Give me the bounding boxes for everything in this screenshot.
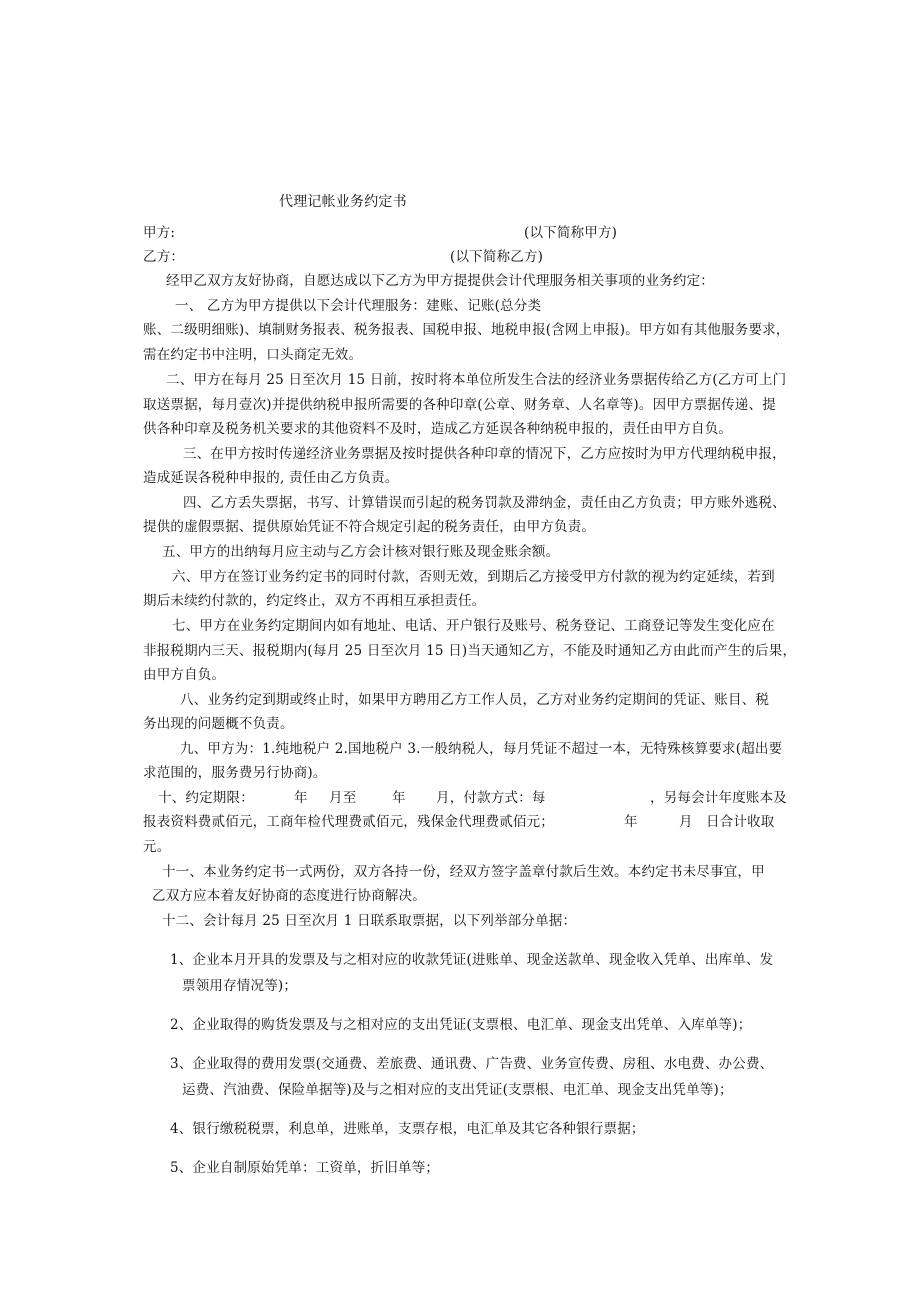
- clause-12: 十二、会计每月 25 日至次月 1 日联系取票据，以下列举部分单据：: [162, 913, 577, 929]
- clause-2-line-2: 取送票据，每月壹次)并提供纳税申报所需要的各种印章(公章、财务章、人名章等)。因甲方票据传递、提: [143, 397, 776, 413]
- clause-10-month-pay: 月，付款方式：每: [436, 790, 546, 806]
- item-3-line-1: 3、企业取得的费用发票(交通费、差旅费、通讯费、广告费、业务宣传费、房租、水电费、办公费、: [170, 1056, 774, 1072]
- intro-paragraph: 经甲乙双方友好协商，自愿达成以下乙方为甲方提提供会计代理服务相关事项的业务约定：: [166, 273, 714, 289]
- clause-7-line-1: 七、甲方在业务约定期间内如有地址、电话、开户银行及账号、税务登记、工商登记等发生变化应在: [172, 618, 775, 634]
- clause-7-line-2: 非报税期内三天、报税期内(每月 25 日至次月 15 日)当天通知乙方，不能及时通知乙方由此而产生的后果，: [143, 643, 797, 659]
- clause-6-line-2: 期后未续约付款的，约定终止，双方不再相互承担责任。: [143, 593, 486, 609]
- clause-8-line-2: 务出现的问题概不负责。: [143, 716, 294, 732]
- document-title: 代理记帐业务约定书: [279, 194, 407, 210]
- party-b-label: 乙方：: [143, 249, 185, 265]
- clause-3-line-2: 造成延误各税种申报的, 责任由乙方负责。: [143, 470, 399, 486]
- clause-9-line-2: 求范围的，服务费另行协商)。: [143, 765, 327, 781]
- clause-4-line-2: 提供的虚假票据、提供原始凭证不符合规定引起的税务责任，由甲方负责。: [143, 519, 596, 535]
- item-2-line-1: 2、企业取得的购货发票及与之相对应的支出凭证(支票根、电汇单、现金支出凭单、入库单等)；: [170, 1017, 752, 1033]
- clause-3-line-1: 三、在甲方按时传递经济业务票据及按时提供各种印章的情况下，乙方应按时为甲方代理纳税申报，: [183, 446, 786, 462]
- clause-11-line-1: 十一、本业务约定书一式两份，双方各持一份，经双方签字盖章付款后生效。本约定书未尽事宜，甲: [162, 864, 765, 880]
- clause-10-year-2: 年: [392, 790, 406, 806]
- clause-4-line-1: 四、乙方丢失票据，书写、计算错误而引起的税务罚款及滞纳金，责任由乙方负责；甲方账外逃税、: [183, 495, 786, 511]
- clause-10-tail-1: ，另每会计年度账本及: [650, 790, 787, 806]
- clause-2-line-1: 二、甲方在每月 25 日至次月 15 日前，按时将本单位所发生合法的经济业务票据传给乙方(乙方可上门: [166, 372, 787, 388]
- item-1-line-2: 票领用存情况等)；: [182, 978, 298, 994]
- clause-6-line-1: 六、甲方在签订业务约定书的同时付款，否则无效，到期后乙方接受甲方付款的视为约定延续，若到: [172, 569, 775, 585]
- item-3-line-2: 运费、汽油费、保险单据等)及与之相对应的支出凭证(支票根、电汇单、现金支出凭单等)；: [182, 1082, 733, 1098]
- item-4-line-1: 4、银行缴税税票，利息单，进账单，支票存根，电汇单及其它各种银行票据；: [170, 1121, 645, 1137]
- clause-10-line-2a: 报表资料费贰佰元，工商年检代理费贰佰元，残保金代理费贰佰元；: [143, 814, 554, 830]
- clause-8-line-1: 八、业务约定到期或终止时，如果甲方聘用乙方工作人员，乙方对业务约定期间的凭证、账目、税: [180, 692, 770, 708]
- clause-10-line-3: 元。: [143, 839, 171, 855]
- clause-9-line-1: 九、甲方为：1.纯地税户 2.国地税户 3.一般纳税人，每月凭证不超过一本，无特殊核算要求(超出要: [180, 741, 783, 757]
- clause-5: 五、甲方的出纳每月应主动与乙方会计核对银行账及现金账余额。: [162, 544, 560, 560]
- item-5-line-1: 5、企业自制原始凭单：工资单，折旧单等；: [170, 1160, 440, 1176]
- clause-10-line-2-month: 月: [679, 814, 693, 830]
- clause-1-line-3: 需在约定书中注明，口头商定无效。: [143, 347, 363, 363]
- clause-10-line-2-day: 日合计收取: [706, 814, 775, 830]
- party-a-note: (以下简称甲方): [524, 225, 618, 241]
- clause-2-line-3: 供各种印章及税务机关要求的其他资料不及时，造成乙方延误各种纳税申报的，责任由甲方自负。: [143, 421, 733, 437]
- item-1-line-1: 1、企业本月开具的发票及与之相对应的收款凭证(进账单、现金送款单、现金收入凭单、出库单、发: [170, 952, 774, 968]
- party-a-label: 甲方:: [143, 225, 176, 241]
- clause-10-month-to: 月至: [329, 790, 357, 806]
- clause-7-line-3: 由甲方自负。: [143, 667, 226, 683]
- clause-11-line-2: 乙双方应本着友好协商的态度进行协商解决。: [152, 888, 426, 904]
- clause-1-line-1: 一、 乙方为甲方提供以下会计代理服务：建账、记账(总分类: [175, 298, 542, 314]
- clause-1-line-2: 账、二级明细账)、填制财务报表、税务报表、国税申报、地税申报(含网上申报)。甲方如有其他服务要求，: [143, 322, 790, 338]
- clause-10-line-2-year: 年: [624, 814, 638, 830]
- clause-10-year-1: 年: [294, 790, 308, 806]
- clause-10-label: 十、约定期限：: [158, 790, 254, 806]
- party-b-note: (以下简称乙方): [450, 249, 544, 265]
